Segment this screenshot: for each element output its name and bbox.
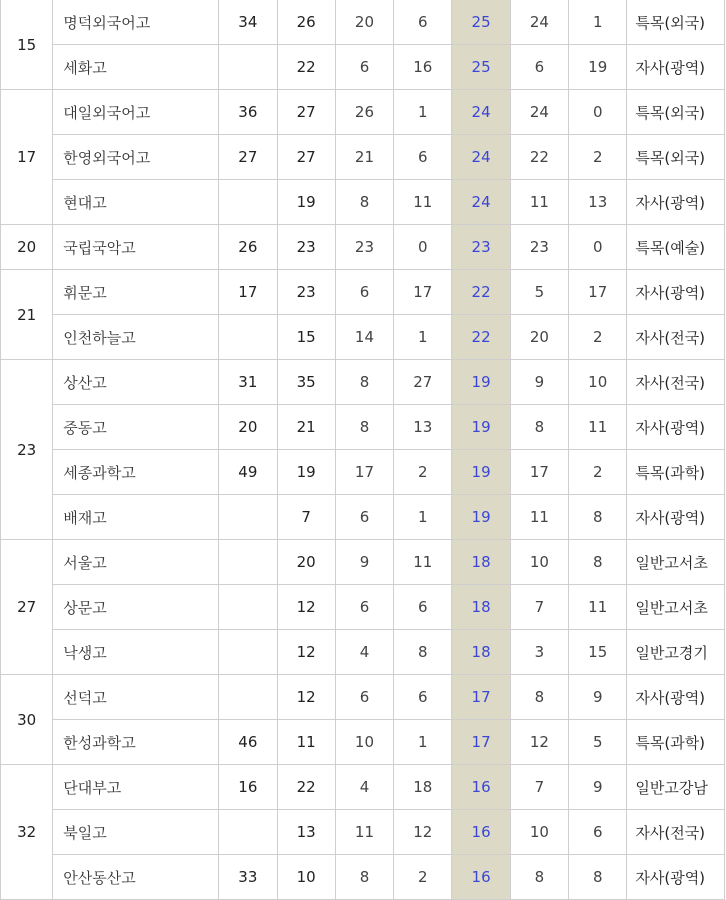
school-name-cell: 인천하늘고 bbox=[53, 315, 219, 360]
value-cell-5: 23 bbox=[510, 225, 568, 270]
value-cell-4: 1 bbox=[394, 720, 452, 765]
highlight-value-cell: 19 bbox=[452, 405, 510, 450]
value-cell-3: 4 bbox=[335, 630, 393, 675]
value-cell-6: 1 bbox=[569, 0, 627, 45]
school-name-cell: 상산고 bbox=[53, 360, 219, 405]
value-cell-3: 6 bbox=[335, 45, 393, 90]
value-cell-6: 13 bbox=[569, 180, 627, 225]
value-cell-6: 8 bbox=[569, 540, 627, 585]
value-cell-5: 11 bbox=[510, 495, 568, 540]
value-cell-4: 1 bbox=[394, 315, 452, 360]
highlight-value-cell: 16 bbox=[452, 765, 510, 810]
school-type-cell: 자사(전국) bbox=[627, 360, 725, 405]
value-cell-3: 14 bbox=[335, 315, 393, 360]
value-cell-6: 5 bbox=[569, 720, 627, 765]
value-cell-6: 0 bbox=[569, 90, 627, 135]
value-cell-6: 0 bbox=[569, 225, 627, 270]
value-cell-1: 17 bbox=[219, 270, 277, 315]
value-cell-5: 22 bbox=[510, 135, 568, 180]
value-cell-2: 12 bbox=[277, 585, 335, 630]
school-name-cell: 국립국악고 bbox=[53, 225, 219, 270]
school-type-cell: 일반고서초 bbox=[627, 540, 725, 585]
value-cell-1: 31 bbox=[219, 360, 277, 405]
value-cell-4: 16 bbox=[394, 45, 452, 90]
value-cell-2: 27 bbox=[277, 90, 335, 135]
value-cell-2: 21 bbox=[277, 405, 335, 450]
value-cell-5: 17 bbox=[510, 450, 568, 495]
value-cell-5: 7 bbox=[510, 585, 568, 630]
value-cell-6: 2 bbox=[569, 315, 627, 360]
value-cell-6: 15 bbox=[569, 630, 627, 675]
value-cell-3: 8 bbox=[335, 360, 393, 405]
highlight-value-cell: 24 bbox=[452, 180, 510, 225]
table-row bbox=[1, 810, 725, 855]
value-cell-5: 11 bbox=[510, 180, 568, 225]
value-cell-3: 8 bbox=[335, 405, 393, 450]
value-cell-2: 12 bbox=[277, 630, 335, 675]
value-cell-2: 27 bbox=[277, 135, 335, 180]
value-cell-4: 1 bbox=[394, 495, 452, 540]
value-cell-5: 10 bbox=[510, 540, 568, 585]
school-name-cell: 배재고 bbox=[53, 495, 219, 540]
value-cell-1: 20 bbox=[219, 405, 277, 450]
value-cell-2: 23 bbox=[277, 270, 335, 315]
value-cell-1: 49 bbox=[219, 450, 277, 495]
highlight-value-cell: 18 bbox=[452, 585, 510, 630]
school-type-cell: 일반고강남 bbox=[627, 765, 725, 810]
highlight-value-cell: 25 bbox=[452, 0, 510, 45]
value-cell-2: 26 bbox=[277, 0, 335, 45]
highlight-value-cell: 23 bbox=[452, 225, 510, 270]
value-cell-2: 19 bbox=[277, 450, 335, 495]
value-cell-1: 36 bbox=[219, 90, 277, 135]
table-row bbox=[1, 630, 725, 675]
rank-cell: 17 bbox=[1, 90, 53, 225]
value-cell-4: 6 bbox=[394, 135, 452, 180]
value-cell-1 bbox=[219, 585, 277, 630]
school-name-cell: 상문고 bbox=[53, 585, 219, 630]
school-type-cell: 자사(광역) bbox=[627, 855, 725, 900]
highlight-value-cell: 24 bbox=[452, 90, 510, 135]
highlight-value-cell: 16 bbox=[452, 855, 510, 900]
value-cell-6: 11 bbox=[569, 585, 627, 630]
value-cell-5: 3 bbox=[510, 630, 568, 675]
school-type-cell: 특목(과학) bbox=[627, 450, 725, 495]
table-row bbox=[1, 720, 725, 765]
value-cell-6: 17 bbox=[569, 270, 627, 315]
table-row bbox=[1, 675, 725, 720]
value-cell-4: 17 bbox=[394, 270, 452, 315]
value-cell-4: 2 bbox=[394, 855, 452, 900]
value-cell-6: 6 bbox=[569, 810, 627, 855]
value-cell-4: 6 bbox=[394, 675, 452, 720]
value-cell-6: 9 bbox=[569, 765, 627, 810]
value-cell-1: 27 bbox=[219, 135, 277, 180]
value-cell-1 bbox=[219, 45, 277, 90]
value-cell-2: 15 bbox=[277, 315, 335, 360]
value-cell-1 bbox=[219, 540, 277, 585]
rank-cell: 21 bbox=[1, 270, 53, 360]
school-name-cell: 세화고 bbox=[53, 45, 219, 90]
value-cell-6: 2 bbox=[569, 450, 627, 495]
value-cell-5: 8 bbox=[510, 405, 568, 450]
school-type-cell: 자사(광역) bbox=[627, 270, 725, 315]
highlight-value-cell: 19 bbox=[452, 495, 510, 540]
value-cell-2: 10 bbox=[277, 855, 335, 900]
school-name-cell: 북일고 bbox=[53, 810, 219, 855]
value-cell-1 bbox=[219, 675, 277, 720]
value-cell-6: 8 bbox=[569, 855, 627, 900]
school-name-cell: 한영외국어고 bbox=[53, 135, 219, 180]
table-row bbox=[1, 585, 725, 630]
highlight-value-cell: 22 bbox=[452, 315, 510, 360]
school-name-cell: 낙생고 bbox=[53, 630, 219, 675]
highlight-value-cell: 18 bbox=[452, 540, 510, 585]
value-cell-2: 35 bbox=[277, 360, 335, 405]
value-cell-1: 34 bbox=[219, 0, 277, 45]
value-cell-5: 5 bbox=[510, 270, 568, 315]
value-cell-3: 21 bbox=[335, 135, 393, 180]
table-row bbox=[1, 495, 725, 540]
table-row bbox=[1, 180, 725, 225]
school-name-cell: 서울고 bbox=[53, 540, 219, 585]
school-type-cell: 자사(전국) bbox=[627, 315, 725, 360]
value-cell-5: 24 bbox=[510, 0, 568, 45]
value-cell-4: 6 bbox=[394, 0, 452, 45]
rank-cell: 27 bbox=[1, 540, 53, 675]
school-type-cell: 특목(예술) bbox=[627, 225, 725, 270]
school-name-cell: 중동고 bbox=[53, 405, 219, 450]
value-cell-1: 33 bbox=[219, 855, 277, 900]
school-type-cell: 자사(광역) bbox=[627, 45, 725, 90]
school-type-cell: 특목(과학) bbox=[627, 720, 725, 765]
value-cell-1 bbox=[219, 315, 277, 360]
value-cell-3: 9 bbox=[335, 540, 393, 585]
value-cell-3: 20 bbox=[335, 0, 393, 45]
value-cell-5: 12 bbox=[510, 720, 568, 765]
school-type-cell: 자사(광역) bbox=[627, 405, 725, 450]
highlight-value-cell: 25 bbox=[452, 45, 510, 90]
value-cell-5: 20 bbox=[510, 315, 568, 360]
table-row bbox=[1, 765, 725, 810]
table-row bbox=[1, 0, 725, 45]
school-type-cell: 자사(전국) bbox=[627, 810, 725, 855]
rank-cell: 30 bbox=[1, 675, 53, 765]
value-cell-1: 46 bbox=[219, 720, 277, 765]
value-cell-4: 1 bbox=[394, 90, 452, 135]
value-cell-3: 26 bbox=[335, 90, 393, 135]
value-cell-4: 2 bbox=[394, 450, 452, 495]
value-cell-1 bbox=[219, 180, 277, 225]
value-cell-2: 23 bbox=[277, 225, 335, 270]
rank-cell: 20 bbox=[1, 225, 53, 270]
table-row bbox=[1, 135, 725, 180]
table-row bbox=[1, 270, 725, 315]
value-cell-1 bbox=[219, 495, 277, 540]
value-cell-3: 8 bbox=[335, 180, 393, 225]
value-cell-6: 11 bbox=[569, 405, 627, 450]
highlight-value-cell: 17 bbox=[452, 675, 510, 720]
value-cell-3: 11 bbox=[335, 810, 393, 855]
value-cell-1 bbox=[219, 630, 277, 675]
value-cell-4: 13 bbox=[394, 405, 452, 450]
school-type-cell: 자사(광역) bbox=[627, 180, 725, 225]
value-cell-6: 19 bbox=[569, 45, 627, 90]
school-name-cell: 명덕외국어고 bbox=[53, 0, 219, 45]
value-cell-5: 24 bbox=[510, 90, 568, 135]
school-name-cell: 휘문고 bbox=[53, 270, 219, 315]
value-cell-5: 8 bbox=[510, 675, 568, 720]
school-type-cell: 특목(외국) bbox=[627, 90, 725, 135]
value-cell-2: 20 bbox=[277, 540, 335, 585]
table-row bbox=[1, 225, 725, 270]
rank-cell: 32 bbox=[1, 765, 53, 900]
value-cell-1: 16 bbox=[219, 765, 277, 810]
value-cell-4: 27 bbox=[394, 360, 452, 405]
rank-cell: 23 bbox=[1, 360, 53, 540]
highlight-value-cell: 19 bbox=[452, 360, 510, 405]
value-cell-2: 13 bbox=[277, 810, 335, 855]
value-cell-3: 6 bbox=[335, 495, 393, 540]
school-name-cell: 선덕고 bbox=[53, 675, 219, 720]
value-cell-3: 4 bbox=[335, 765, 393, 810]
highlight-value-cell: 16 bbox=[452, 810, 510, 855]
school-type-cell: 특목(외국) bbox=[627, 135, 725, 180]
value-cell-4: 11 bbox=[394, 180, 452, 225]
school-type-cell: 자사(광역) bbox=[627, 675, 725, 720]
school-type-cell: 일반고경기 bbox=[627, 630, 725, 675]
table-row bbox=[1, 45, 725, 90]
table-row bbox=[1, 315, 725, 360]
value-cell-3: 10 bbox=[335, 720, 393, 765]
table-row bbox=[1, 855, 725, 900]
value-cell-3: 6 bbox=[335, 270, 393, 315]
value-cell-2: 19 bbox=[277, 180, 335, 225]
value-cell-1 bbox=[219, 810, 277, 855]
highlight-value-cell: 22 bbox=[452, 270, 510, 315]
value-cell-6: 10 bbox=[569, 360, 627, 405]
school-name-cell: 대일외국어고 bbox=[53, 90, 219, 135]
school-type-cell: 자사(광역) bbox=[627, 495, 725, 540]
value-cell-3: 23 bbox=[335, 225, 393, 270]
value-cell-4: 12 bbox=[394, 810, 452, 855]
table-row bbox=[1, 540, 725, 585]
value-cell-3: 6 bbox=[335, 585, 393, 630]
table-row bbox=[1, 360, 725, 405]
school-name-cell: 단대부고 bbox=[53, 765, 219, 810]
value-cell-4: 11 bbox=[394, 540, 452, 585]
value-cell-5: 6 bbox=[510, 45, 568, 90]
value-cell-5: 8 bbox=[510, 855, 568, 900]
value-cell-4: 0 bbox=[394, 225, 452, 270]
value-cell-3: 8 bbox=[335, 855, 393, 900]
value-cell-2: 11 bbox=[277, 720, 335, 765]
value-cell-3: 6 bbox=[335, 675, 393, 720]
highlight-value-cell: 19 bbox=[452, 450, 510, 495]
school-name-cell: 세종과학고 bbox=[53, 450, 219, 495]
highlight-value-cell: 18 bbox=[452, 630, 510, 675]
value-cell-4: 18 bbox=[394, 765, 452, 810]
value-cell-3: 17 bbox=[335, 450, 393, 495]
value-cell-5: 10 bbox=[510, 810, 568, 855]
value-cell-4: 6 bbox=[394, 585, 452, 630]
table-row bbox=[1, 90, 725, 135]
value-cell-1: 26 bbox=[219, 225, 277, 270]
highlight-value-cell: 17 bbox=[452, 720, 510, 765]
school-name-cell: 현대고 bbox=[53, 180, 219, 225]
value-cell-6: 2 bbox=[569, 135, 627, 180]
rank-cell: 15 bbox=[1, 0, 53, 90]
school-name-cell: 안산동산고 bbox=[53, 855, 219, 900]
table-row bbox=[1, 450, 725, 495]
value-cell-5: 7 bbox=[510, 765, 568, 810]
value-cell-6: 8 bbox=[569, 495, 627, 540]
value-cell-4: 8 bbox=[394, 630, 452, 675]
value-cell-5: 9 bbox=[510, 360, 568, 405]
value-cell-2: 12 bbox=[277, 675, 335, 720]
school-type-cell: 특목(외국) bbox=[627, 0, 725, 45]
table-body bbox=[1, 0, 725, 900]
school-type-cell: 일반고서초 bbox=[627, 585, 725, 630]
highlight-value-cell: 24 bbox=[452, 135, 510, 180]
value-cell-2: 22 bbox=[277, 765, 335, 810]
value-cell-2: 22 bbox=[277, 45, 335, 90]
value-cell-6: 9 bbox=[569, 675, 627, 720]
value-cell-2: 7 bbox=[277, 495, 335, 540]
school-name-cell: 한성과학고 bbox=[53, 720, 219, 765]
table-row bbox=[1, 405, 725, 450]
